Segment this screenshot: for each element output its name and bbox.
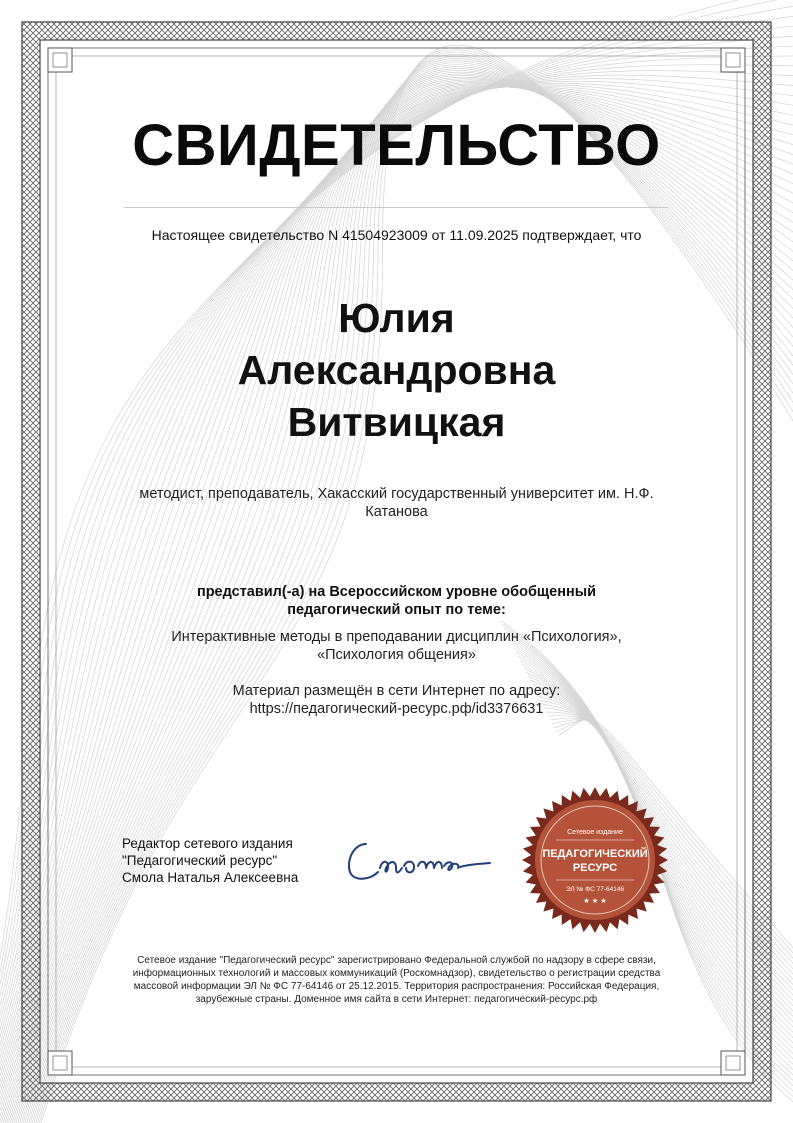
- seal-top-text: Сетевое издание: [567, 829, 623, 836]
- editor-signature: [340, 830, 500, 890]
- registration-footer: Сетевое издание "Педагогический ресурс" зарегистрировано Федеральной службой по надзору в сфере связи, информационных технологий и массовых коммуникаций (Роскомнадзор), свидетельство о регистрации средства массовой информации ЭЛ № ФС 77-64146 от 25.12.2015. Территория распространения: Российская Федерация, зарубежные страны. Доменное имя сайта в сети Интернет: педагогический-ресурс.рф: [132, 955, 661, 1005]
- editor-block: [122, 835, 332, 886]
- presented-statement: представил(-а) на Всероссийском уровне обобщенный педагогический опыт по теме:: [196, 584, 597, 618]
- editor-publication: "Педагогический ресурс": [122, 853, 278, 868]
- recipient-last-name: Витвицкая: [287, 399, 506, 445]
- seal-reg-number: ЭЛ № ФС 77-64146: [565, 886, 625, 893]
- material-location: [150, 682, 643, 718]
- experience-topic: Интерактивные методы в преподавании дисциплин «Психология», «Психология общения»: [171, 629, 622, 663]
- material-url: https://педагогический-ресурс.рф/id3376631: [249, 701, 544, 717]
- recipient-name: [0, 292, 793, 448]
- certificate-number-line: Настоящее свидетельство N 41504923009 от 11.09.2025 подтверждает, что: [151, 227, 642, 243]
- recipient-position: методист, преподаватель, Хакасский государственный университет им. Н.Ф. Катанова: [139, 486, 654, 520]
- certificate-title: СВИДЕТЕЛЬСТВО: [132, 113, 661, 178]
- recipient-patronymic: Александровна: [237, 347, 556, 393]
- editor-title: Редактор сетевого издания: [122, 836, 293, 851]
- seal-stars: ★ ★ ★: [583, 897, 607, 905]
- seal-main-line2: РЕСУРС: [572, 862, 618, 874]
- publication-seal: [520, 785, 670, 935]
- title-divider: [124, 207, 668, 208]
- material-label: Материал размещён в сети Интернет по адресу:: [232, 683, 561, 699]
- seal-main-line1: ПЕДАГОГИЧЕСКИЙ: [542, 848, 648, 860]
- recipient-first-name: Юлия: [338, 295, 455, 341]
- editor-name: Смола Наталья Алексеевна: [122, 870, 299, 885]
